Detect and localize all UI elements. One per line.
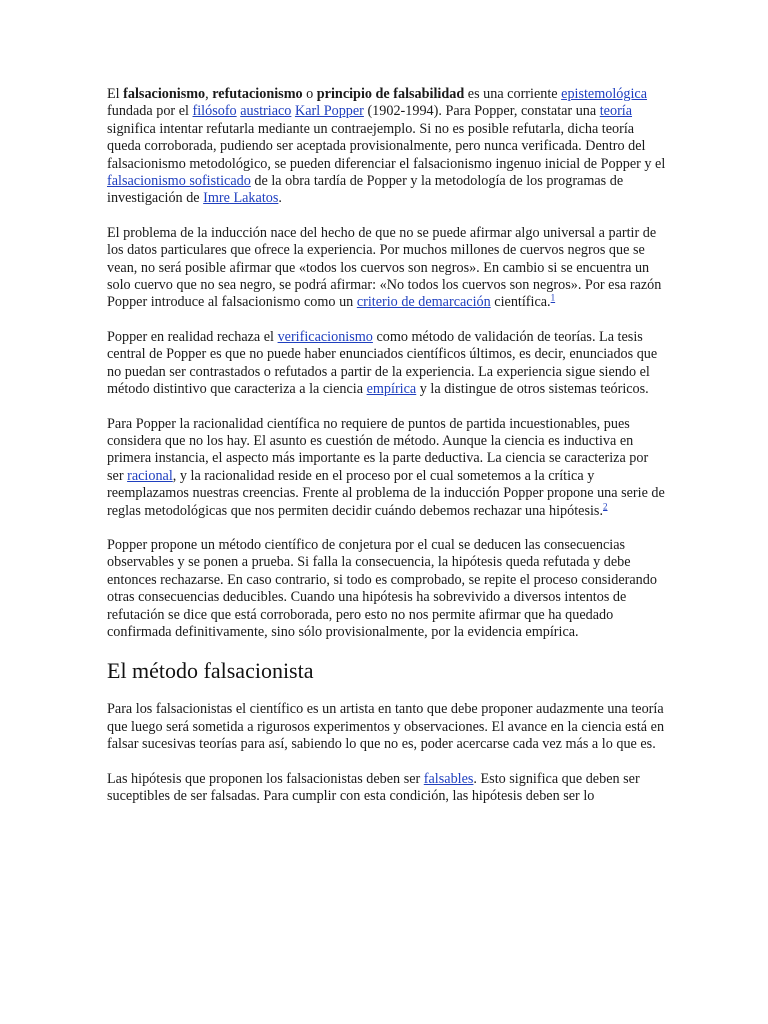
- bold-term-principio: principio de falsabilidad: [316, 86, 465, 102]
- link-epistemologica[interactable]: epistemológica: [561, 86, 648, 102]
- text: (1902-1994). Para Popper, constatar una: [363, 103, 600, 120]
- link-austriaco[interactable]: austriaco: [240, 103, 292, 120]
- text: Popper en realidad rechaza el: [107, 328, 278, 345]
- link-teoria[interactable]: teoría: [599, 103, 633, 120]
- text: significa intentar refutarla mediante un contraejemplo. Si no es posible refutarla, dicha teoría queda corroborada, pudiendo ser aceptada provisionalmente, pero nunca verificada. Dentro del falsacionismo metodológico, se pueden diferenciar el falsacionismo ingenuo inicial de Popper y el: [107, 120, 666, 172]
- bold-term-refutacionismo: refutacionismo: [212, 86, 303, 102]
- paragraph-verificacionismo: [107, 329, 667, 399]
- paragraph-intro: [107, 86, 667, 208]
- article-body: [107, 86, 667, 822]
- link-falsables[interactable]: falsables: [423, 770, 474, 787]
- paragraph-induccion: [107, 225, 667, 312]
- bold-term-falsacionismo: falsacionismo: [123, 86, 206, 102]
- text: como método de validación de teorías. La tesis central de Popper es que no puede haber enunciados científicos últimos, es decir, enunciados que no puedan ser contrastados o refutados a partir de la experiencia. La experiencia sigue siendo el método distintivo que caracteriza a la ciencia: [107, 328, 658, 398]
- text: .: [278, 190, 282, 207]
- text: , y la racionalidad reside en el proceso por el cual sometemos a la crítica y reemplazamos nuestras creencias. Frente al problema de la inducción Popper propone una serie de reglas metodológicas que nos permiten decidir cuándo debemos rechazar una hipótesis.: [107, 467, 665, 519]
- link-imre-lakatos[interactable]: Imre Lakatos: [203, 190, 279, 207]
- paragraph-metodo-conjetura: [107, 537, 667, 641]
- link-racional[interactable]: racional: [127, 467, 173, 484]
- reference-link-1[interactable]: 1: [550, 292, 556, 303]
- text: ,: [205, 86, 213, 102]
- text: de la obra tardía de Popper y la metodología de los programas de investigación de: [107, 173, 624, 207]
- text: y la distingue de otros sistemas teóricos.: [416, 381, 649, 398]
- reference-marker: [551, 293, 556, 303]
- text: Popper propone un método científico de conjetura por el cual se deducen las consecuencias observables y se ponen a prueba. Si falla la consecuencia, la hipótesis queda refutada y debe entonces rechazarse. En caso contrario, si todo es comprobado, se repite el proceso considerando otras consecuencias deducibles. Cuando una hipótesis ha sobrevivido a diversos intentos de refutación se dice que está corroborada, pero esto no nos permite afirmar que ha quedado confirmada definitivamente, sino sólo provisionalmente, por la evidencia empírica.: [107, 536, 657, 640]
- link-karl-popper[interactable]: Karl Popper: [294, 103, 364, 120]
- reference-marker: [603, 501, 608, 511]
- text: fundada por el: [107, 103, 193, 120]
- text: El: [107, 86, 124, 102]
- text: Para Popper la racionalidad científica no requiere de puntos de partida incuestionables, pues considera que no los hay. El asunto es cuestión de método. Aunque la ciencia es inductiva en primera instancia, el aspecto más importante es la parte deductiva. La ciencia se caracteriza por ser: [107, 415, 649, 484]
- text: o: [302, 86, 317, 102]
- link-empirica[interactable]: empírica: [366, 381, 417, 398]
- text: científica.: [490, 294, 551, 311]
- text: Para los falsacionistas el científico es un artista en tanto que debe proponer audazmente una teoría que luego será sometida a rigurosos experimentos y observaciones. El avance en la ciencia está en falsar sucesivas teorías para así, sabiendo lo que no es, poder acercarse cada vez más a lo que es.: [107, 701, 665, 753]
- section-heading: El método falsacionista: [107, 658, 314, 684]
- text: El problema de la inducción nace del hecho de que no se puede afirmar algo universal a partir de los datos particulares que ofrece la experiencia. Por muchos millones de cuervos negros que se vean, no será posible afirmar que «todos los cuervos son negros». En cambio si se encuentra un solo cuervo que no sea negro, se podrá afirmar: «No todos los cuervos son negros». Por esa razón Popper introduce al falsacionismo como un: [107, 224, 662, 311]
- link-falsacionismo-sofisticado[interactable]: falsacionismo sofisticado: [107, 173, 251, 190]
- link-verificacionismo[interactable]: verificacionismo: [277, 328, 373, 345]
- paragraph-falsacionistas: [107, 701, 667, 753]
- paragraph-racionalidad: [107, 416, 667, 520]
- text: es una corriente: [464, 86, 562, 102]
- paragraph-hipotesis: [107, 771, 667, 806]
- reference-link-2[interactable]: 2: [603, 500, 608, 511]
- link-filosofo[interactable]: filósofo: [192, 103, 237, 120]
- text: Las hipótesis que proponen los falsacionistas deben ser: [107, 770, 424, 787]
- link-criterio-de-demarcacion[interactable]: criterio de demarcación: [356, 294, 491, 311]
- text: . Esto significa que deben ser suceptibles de ser falsadas. Para cumplir con esta condición, las hipótesis deben ser lo: [107, 770, 640, 804]
